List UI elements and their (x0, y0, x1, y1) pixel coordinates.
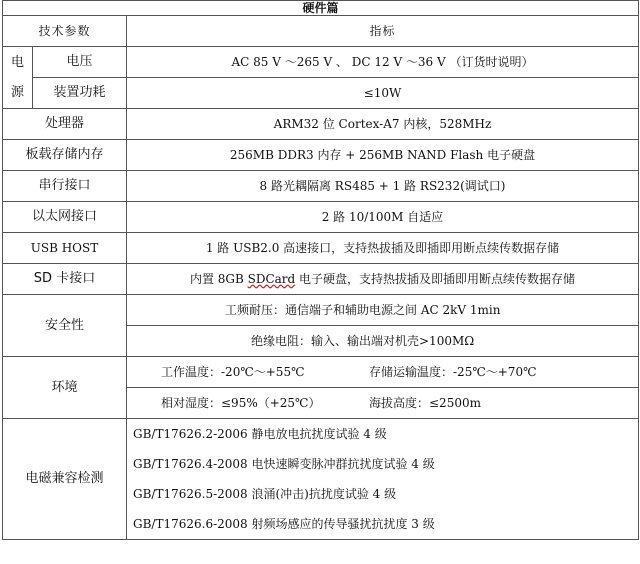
row-label: 处理器 (3, 109, 127, 140)
power-group-char-2: 源 (10, 84, 24, 100)
row-value: 1 路 USB2.0 高速接口，支持热拔插及即插即用断点续传数据存储 (127, 233, 639, 264)
power-consumption-row (3, 78, 639, 109)
table-row (3, 264, 639, 295)
power-group-label (3, 47, 33, 109)
power-group-char-1: 电 (10, 54, 24, 70)
environment-temp-row (3, 357, 639, 388)
work-temp: 工作温度：-20℃～+55℃ (161, 365, 305, 379)
row-value (127, 264, 639, 295)
table-row (3, 171, 639, 202)
header-spec: 指标 (127, 16, 639, 47)
consumption-value: ≤10W (127, 78, 639, 109)
table-row (3, 140, 639, 171)
voltage-label: 电压 (33, 47, 127, 78)
row-label: SD 卡接口 (3, 264, 127, 295)
storage-temp: 存储运输温度：-25℃～+70℃ (369, 365, 537, 379)
sd-value-pre: 内置 8GB (189, 272, 248, 286)
row-label: 串行接口 (3, 171, 127, 202)
power-voltage-row (3, 47, 639, 78)
environment-label: 环境 (3, 357, 127, 419)
row-value: 2 路 10/100M 自适应 (127, 202, 639, 233)
row-value: ARM32 位 Cortex-A7 内核，528MHz (127, 109, 639, 140)
sd-value-mark: SDCard (247, 272, 296, 286)
emc-label: 电磁兼容检测 (3, 419, 127, 540)
header-param: 技术参数 (3, 16, 127, 47)
safety-insulation: 绝缘电阻：输入、输出端对机壳>100MΩ (127, 326, 639, 357)
title-row (3, 1, 639, 16)
environment-humidity-cell (127, 388, 639, 419)
table-row (3, 109, 639, 140)
safety-label: 安全性 (3, 295, 127, 357)
safety-withstand-row (3, 295, 639, 326)
safety-withstand: 工频耐压：通信端子和辅助电源之间 AC 2kV 1min (127, 295, 639, 326)
sd-value-post: 电子硬盘，支持热拔插及即插即用断点续传数据存储 (295, 272, 576, 286)
table-row (3, 233, 639, 264)
humidity: 相对湿度：≤95%（+25℃） (161, 396, 321, 410)
emc-item: GB/T17626.2-2006 静电放电抗扰度试验 4 级 (133, 427, 387, 441)
row-label: USB HOST (3, 233, 127, 264)
voltage-value: AC 85 V ～265 V 、 DC 12 V ～36 V （订货时说明） (127, 47, 639, 78)
altitude: 海拔高度：≤2500m (369, 396, 481, 410)
table-title: 硬件篇 (3, 1, 639, 16)
row-value: 8 路光耦隔离 RS485 + 1 路 RS232(调试口) (127, 171, 639, 202)
emc-item: GB/T17626.4-2008 电快速瞬变脉冲群抗扰度试验 4 级 (133, 457, 435, 471)
emc-items (127, 419, 639, 540)
emc-item: GB/T17626.5-2008 浪涌(冲击)抗扰度试验 4 级 (133, 487, 397, 501)
row-label: 板载存储内存 (3, 140, 127, 171)
consumption-label: 装置功耗 (33, 78, 127, 109)
header-row (3, 16, 639, 47)
emc-row (3, 419, 639, 540)
row-value: 256MB DDR3 内存 + 256MB NAND Flash 电子硬盘 (127, 140, 639, 171)
emc-item: GB/T17626.6-2008 射频场感应的传导骚扰抗扰度 3 级 (133, 517, 435, 531)
table-row (3, 202, 639, 233)
row-label: 以太网接口 (3, 202, 127, 233)
hardware-spec-table (2, 0, 639, 540)
environment-temp-cell (127, 357, 639, 388)
